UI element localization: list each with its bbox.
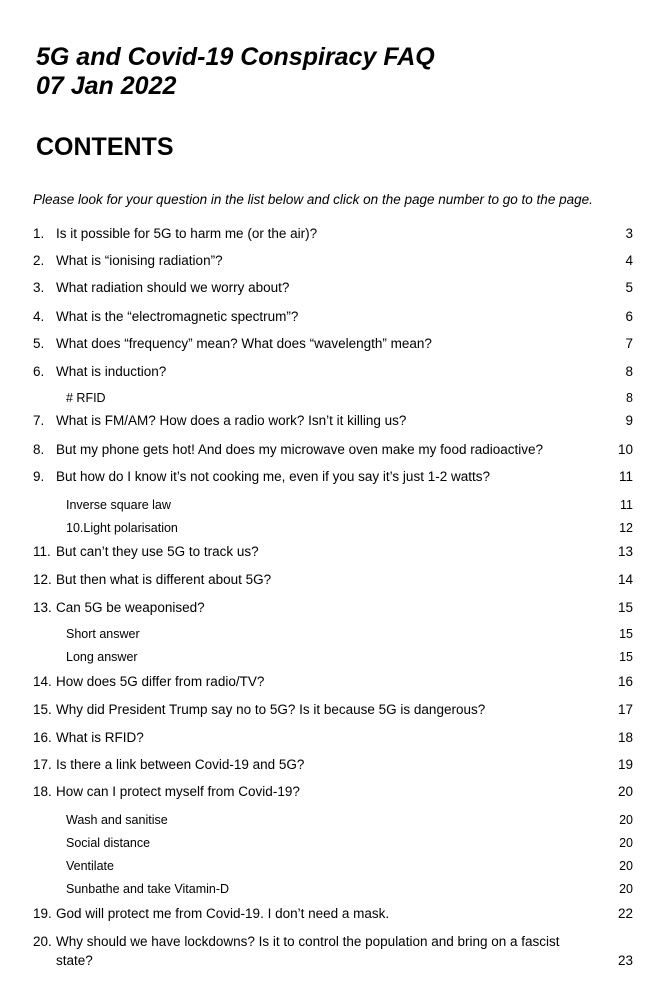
- toc-page-link[interactable]: 16: [617, 674, 633, 689]
- toc-entry[interactable]: [33, 440, 633, 459]
- toc-entry[interactable]: [33, 782, 633, 801]
- title-line-2: 07 Jan 2022: [36, 72, 177, 100]
- toc-entry-title: Is there a link between Covid-19 and 5G?: [56, 757, 305, 772]
- toc-subentry-title: Short answer: [66, 627, 140, 641]
- toc-entry[interactable]: [33, 570, 633, 589]
- toc-entry-number: 7.: [33, 413, 45, 428]
- toc-page-link[interactable]: 15: [619, 650, 633, 664]
- toc-entry-number: 15.: [33, 702, 52, 717]
- toc-page-link[interactable]: 8: [626, 391, 633, 405]
- toc-subentry-title: Long answer: [66, 650, 138, 664]
- toc-entry[interactable]: [33, 755, 633, 774]
- toc-entry[interactable]: [33, 932, 633, 970]
- toc-entry[interactable]: [33, 278, 633, 297]
- toc-entry[interactable]: [33, 334, 633, 353]
- toc-entry[interactable]: [33, 362, 633, 381]
- toc-entry-number: 5.: [33, 336, 45, 351]
- toc-subentry[interactable]: [66, 390, 633, 406]
- toc-subentry[interactable]: [66, 881, 633, 897]
- toc-entry-title: God will protect me from Covid-19. I don’t need a mask.: [56, 906, 390, 921]
- toc-entry-title: Why should we have lockdowns? Is it to control the population and bring on a fascist state?: [56, 934, 560, 968]
- toc-entry[interactable]: [33, 598, 633, 617]
- toc-entry-number: 2.: [33, 253, 45, 268]
- toc-page-link[interactable]: 13: [617, 544, 633, 559]
- toc-subentry[interactable]: [66, 649, 633, 665]
- toc-entry[interactable]: [33, 307, 633, 326]
- toc-entry-number: 19.: [33, 906, 52, 921]
- toc-page-link[interactable]: 20: [617, 784, 633, 799]
- toc-entry-number: 8.: [33, 442, 45, 457]
- toc-entry-number: 11.: [33, 544, 51, 559]
- toc-entry[interactable]: [33, 411, 633, 430]
- toc-page-link[interactable]: 18: [617, 730, 633, 745]
- toc-subentry[interactable]: [66, 497, 633, 513]
- toc-page-link[interactable]: 17: [617, 702, 633, 717]
- toc-entry-title: Why did President Trump say no to 5G? Is it because 5G is dangerous?: [56, 702, 486, 717]
- toc-subentry-title: # RFID: [66, 391, 106, 405]
- toc-entry-number: 17.: [33, 757, 52, 772]
- toc-entry-number: 6.: [33, 364, 45, 379]
- document-title: [36, 43, 435, 101]
- contents-intro: Please look for your question in the list below and click on the page number to go to the page.: [33, 192, 593, 207]
- toc-page-link[interactable]: 12: [619, 521, 633, 535]
- toc-entry-title: Is it possible for 5G to harm me (or the air)?: [56, 226, 318, 241]
- toc-entry-title: How does 5G differ from radio/TV?: [56, 674, 265, 689]
- toc-subentry[interactable]: [66, 812, 633, 828]
- toc-entry-number: 9.: [33, 469, 45, 484]
- toc-subentry-title: Inverse square law: [66, 498, 171, 512]
- toc-page-link[interactable]: 20: [619, 882, 633, 896]
- toc-entry-title: What does “frequency” mean? What does “wavelength” mean?: [56, 336, 432, 351]
- toc-page-link[interactable]: 3: [625, 226, 633, 241]
- toc-entry-number: 20.: [33, 934, 52, 949]
- contents-heading: CONTENTS: [36, 133, 174, 161]
- toc-page-link[interactable]: 11: [618, 469, 633, 484]
- toc-page-link[interactable]: 14: [617, 572, 633, 587]
- toc-entry-title: What is RFID?: [56, 730, 144, 745]
- toc-entry-title: What is the “electromagnetic spectrum”?: [56, 309, 299, 324]
- toc-page-link[interactable]: 19: [617, 757, 633, 772]
- toc-subentry-title: Wash and sanitise: [66, 813, 168, 827]
- toc-page-link[interactable]: 8: [625, 364, 633, 379]
- toc-entry[interactable]: [33, 672, 633, 691]
- toc-entry[interactable]: [33, 251, 633, 270]
- toc-entry-title: Can 5G be weaponised?: [56, 600, 205, 615]
- toc-page-link[interactable]: 20: [619, 836, 633, 850]
- toc-subentry-title: Sunbathe and take Vitamin-D: [66, 882, 230, 896]
- toc-subentry-title: Ventilate: [66, 859, 114, 873]
- toc-subentry[interactable]: [66, 858, 633, 874]
- toc-page-link[interactable]: 5: [625, 280, 633, 295]
- toc-entry-number: 18.: [33, 784, 52, 799]
- toc-entry-title: What is induction?: [56, 364, 167, 379]
- toc-entry-title: What is “ionising radiation”?: [56, 253, 223, 268]
- toc-entry-title: But can’t they use 5G to track us?: [56, 544, 259, 559]
- toc-entry-title: What radiation should we worry about?: [56, 280, 290, 295]
- toc-entry-number: 16.: [33, 730, 52, 745]
- toc-entry-title: What is FM/AM? How does a radio work? Isn’t it killing us?: [56, 413, 407, 428]
- toc-entry-number: 4.: [33, 309, 45, 324]
- toc-entry-number: 13.: [33, 600, 52, 615]
- toc-page-link[interactable]: 15: [617, 600, 633, 615]
- toc-subentry[interactable]: [66, 520, 633, 536]
- toc-page-link[interactable]: 10: [617, 442, 633, 457]
- toc-entry[interactable]: [33, 904, 633, 923]
- title-line-1: 5G and Covid-19 Conspiracy FAQ: [36, 43, 435, 71]
- toc-entry[interactable]: [33, 542, 633, 561]
- toc-entry[interactable]: [33, 224, 633, 243]
- toc-entry-number: 14.: [33, 674, 52, 689]
- toc-subentry-title: Social distance: [66, 836, 151, 850]
- toc-subentry[interactable]: [66, 626, 633, 642]
- toc-page-link[interactable]: 4: [625, 253, 633, 268]
- toc-entry[interactable]: [33, 728, 633, 747]
- toc-subentry-title: 10.Light polarisation: [66, 521, 178, 535]
- toc-page-link[interactable]: 20: [619, 859, 633, 873]
- toc-page-link[interactable]: 6: [625, 309, 633, 324]
- toc-entry-number: 3.: [33, 280, 45, 295]
- toc-entry-number: 1.: [33, 226, 45, 241]
- toc-page-link[interactable]: 22: [617, 906, 633, 921]
- toc-page-link[interactable]: 9: [625, 413, 633, 428]
- toc-page-link[interactable]: 23: [617, 953, 633, 968]
- toc-entry-title: How can I protect myself from Covid-19?: [56, 784, 300, 799]
- toc-subentry[interactable]: [66, 835, 633, 851]
- toc-entry[interactable]: [33, 700, 633, 719]
- toc-page-link[interactable]: 20: [619, 813, 633, 827]
- toc-page-link[interactable]: 7: [625, 336, 633, 351]
- toc-page-link[interactable]: 11: [620, 498, 633, 512]
- toc-entry-title: But my phone gets hot! And does my microwave oven make my food radioactive?: [56, 442, 544, 457]
- toc-entry-title: But how do I know it’s not cooking me, even if you say it’s just 1-2 watts?: [56, 469, 490, 484]
- toc-entry-title: But then what is different about 5G?: [56, 572, 272, 587]
- toc-entry-number: 12.: [33, 572, 52, 587]
- toc-page-link[interactable]: 15: [619, 627, 633, 641]
- toc-entry[interactable]: [33, 467, 633, 486]
